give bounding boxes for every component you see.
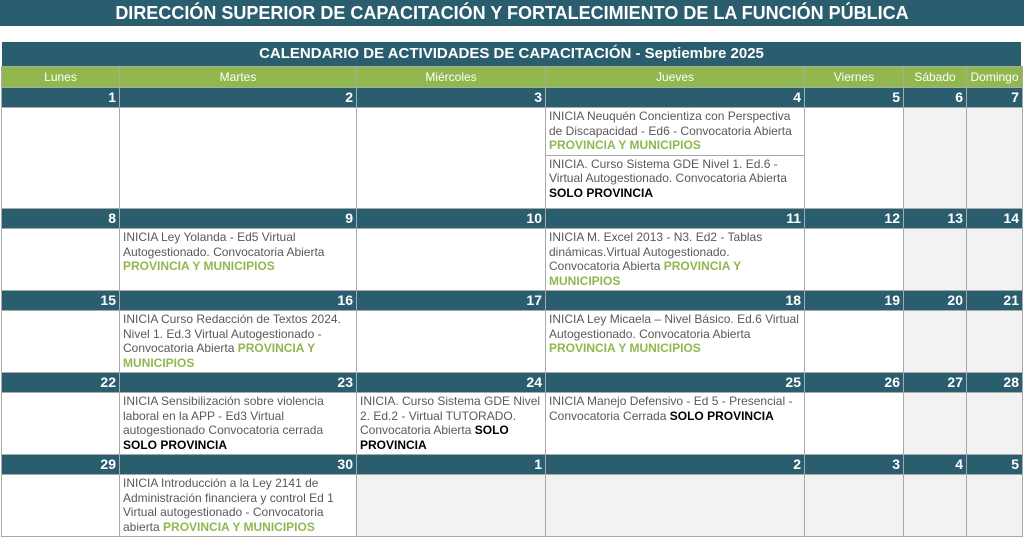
event-entry bbox=[120, 475, 356, 536]
audience-tag: SOLO PROVINCIA bbox=[669, 408, 774, 423]
event-entry bbox=[120, 393, 356, 454]
day-number: 20 bbox=[904, 291, 967, 311]
audience-tag: SOLO PROVINCIA bbox=[123, 437, 228, 452]
page-title: DIRECCIÓN SUPERIOR DE CAPACITACIÓN Y FORTALECIMIENTO DE LA FUNCIÓN PÚBLICA bbox=[0, 0, 1024, 26]
day-number: 24 bbox=[357, 373, 546, 393]
weekday-header: Domingo bbox=[967, 67, 1023, 88]
event-entry bbox=[120, 311, 356, 372]
weekday-header: Viernes bbox=[805, 67, 904, 88]
day-cell bbox=[805, 311, 904, 373]
week-day-numbers bbox=[2, 455, 1023, 475]
day-number: 6 bbox=[904, 88, 967, 108]
day-number: 10 bbox=[357, 209, 546, 229]
day-number: 2 bbox=[120, 88, 357, 108]
day-number: 28 bbox=[967, 373, 1023, 393]
day-number: 29 bbox=[2, 455, 120, 475]
weekday-header: Sábado bbox=[904, 67, 967, 88]
day-number: 5 bbox=[967, 455, 1023, 475]
week-day-numbers bbox=[2, 373, 1023, 393]
event-entry bbox=[120, 229, 356, 276]
day-number: 12 bbox=[805, 209, 904, 229]
week-events-row bbox=[2, 311, 1023, 373]
week-day-numbers bbox=[2, 88, 1023, 108]
day-number: 15 bbox=[2, 291, 120, 311]
day-number: 26 bbox=[805, 373, 904, 393]
day-cell bbox=[967, 108, 1023, 209]
event-text: INICIA. Curso Sistema GDE Nivel 2. Ed.2 - Virtual TUTORADO. Convocatoria Abierta bbox=[360, 394, 541, 437]
weekday-header-row bbox=[2, 67, 1023, 88]
week-events-row bbox=[2, 393, 1023, 455]
day-number: 1 bbox=[2, 88, 120, 108]
day-cell bbox=[967, 311, 1023, 373]
day-number: 23 bbox=[120, 373, 357, 393]
audience-tag: SOLO PROVINCIA bbox=[360, 423, 509, 452]
day-cell bbox=[805, 108, 904, 209]
day-number: 30 bbox=[120, 455, 357, 475]
week-events-row bbox=[2, 108, 1023, 209]
audience-tag: SOLO PROVINCIA bbox=[549, 185, 654, 200]
audience-tag: PROVINCIA Y MUNICIPIOS bbox=[549, 138, 701, 152]
day-number: 3 bbox=[805, 455, 904, 475]
weekday-header: Lunes bbox=[2, 67, 120, 88]
day-number: 22 bbox=[2, 373, 120, 393]
week-events-row bbox=[2, 229, 1023, 291]
event-text: INICIA Sensibilización sobre violencia laboral en la APP - Ed3 Virtual autogestionado Convocatoria cerrada bbox=[123, 394, 324, 437]
week-day-numbers bbox=[2, 209, 1023, 229]
week-events-row bbox=[2, 475, 1023, 537]
day-number: 9 bbox=[120, 209, 357, 229]
day-number: 8 bbox=[2, 209, 120, 229]
day-number: 4 bbox=[546, 88, 805, 108]
event-text: INICIA Curso Redacción de Textos 2024. Nivel 1. Ed.3 Virtual Autogestionado - Convocatoria Abierta bbox=[123, 312, 341, 355]
day-cell bbox=[2, 393, 120, 455]
day-cell bbox=[546, 393, 805, 455]
event-entry bbox=[546, 311, 804, 358]
day-cell bbox=[357, 108, 546, 209]
day-cell bbox=[904, 475, 967, 537]
day-cell bbox=[904, 108, 967, 209]
event-text: INICIA Ley Yolanda - Ed5 Virtual Autogestionado. Convocatoria Abierta bbox=[123, 230, 325, 259]
day-cell bbox=[904, 393, 967, 455]
day-number: 16 bbox=[120, 291, 357, 311]
event-text: INICIA Manejo Defensivo - Ed 5 - Presencial - Convocatoria Cerrada bbox=[549, 394, 793, 423]
day-cell bbox=[120, 475, 357, 537]
calendar-table bbox=[1, 66, 1023, 537]
weekday-header: Miércoles bbox=[357, 67, 546, 88]
audience-tag: PROVINCIA Y MUNICIPIOS bbox=[549, 341, 701, 355]
day-cell bbox=[805, 393, 904, 455]
day-cell bbox=[546, 311, 805, 373]
weekday-header: Martes bbox=[120, 67, 357, 88]
audience-tag: PROVINCIA Y MUNICIPIOS bbox=[123, 341, 315, 370]
day-cell bbox=[120, 108, 357, 209]
event-text: INICIA Introducción a la Ley 2141 de Administración financiera y control Ed 1 Virtual autogestionado - Convocatoria abierta bbox=[123, 476, 334, 534]
event-entry bbox=[546, 108, 804, 155]
audience-tag: PROVINCIA Y MUNICIPIOS bbox=[163, 519, 315, 534]
day-cell bbox=[546, 229, 805, 291]
event-text: INICIA Neuquén Concientiza con Perspectiva de Discapacidad - Ed6 - Convocatoria Abierta bbox=[549, 109, 792, 138]
day-number: 21 bbox=[967, 291, 1023, 311]
day-number: 1 bbox=[357, 455, 546, 475]
event-text: INICIA. Curso Sistema GDE Nivel 1. Ed.6 - Virtual Autogestionado. Convocatoria Abierta bbox=[549, 156, 787, 185]
event-text: INICIA M. Excel 2013 - N3. Ed2 - Tablas dinámicas.Virtual Autogestionado. Convocatoria Abierta bbox=[549, 230, 763, 273]
day-number: 27 bbox=[904, 373, 967, 393]
day-cell bbox=[904, 229, 967, 291]
day-number: 14 bbox=[967, 209, 1023, 229]
event-entry bbox=[546, 155, 804, 203]
day-number: 19 bbox=[805, 291, 904, 311]
day-number: 13 bbox=[904, 209, 967, 229]
day-number: 11 bbox=[546, 209, 805, 229]
day-cell bbox=[2, 311, 120, 373]
day-cell bbox=[357, 229, 546, 291]
day-cell bbox=[2, 229, 120, 291]
day-cell bbox=[967, 393, 1023, 455]
day-number: 5 bbox=[805, 88, 904, 108]
day-cell bbox=[120, 229, 357, 291]
day-cell bbox=[120, 311, 357, 373]
day-cell bbox=[357, 311, 546, 373]
event-entry bbox=[357, 393, 545, 454]
day-cell bbox=[546, 475, 805, 537]
day-number: 4 bbox=[904, 455, 967, 475]
day-cell bbox=[357, 475, 546, 537]
weekday-header: Jueves bbox=[546, 67, 805, 88]
audience-tag: PROVINCIA Y MUNICIPIOS bbox=[549, 259, 741, 288]
day-number: 3 bbox=[357, 88, 546, 108]
day-number: 2 bbox=[546, 455, 805, 475]
week-day-numbers bbox=[2, 291, 1023, 311]
day-number: 25 bbox=[546, 373, 805, 393]
day-cell bbox=[967, 475, 1023, 537]
day-cell bbox=[120, 393, 357, 455]
day-cell bbox=[904, 311, 967, 373]
day-cell bbox=[546, 108, 805, 209]
day-cell bbox=[357, 393, 546, 455]
calendar-title: CALENDARIO DE ACTIVIDADES DE CAPACITACIÓN - Septiembre 2025 bbox=[2, 42, 1021, 66]
day-number: 18 bbox=[546, 291, 805, 311]
day-cell bbox=[967, 229, 1023, 291]
event-entry bbox=[546, 229, 804, 290]
event-entry bbox=[546, 393, 804, 425]
audience-tag: PROVINCIA Y MUNICIPIOS bbox=[123, 259, 275, 273]
day-cell bbox=[805, 229, 904, 291]
day-cell bbox=[2, 108, 120, 209]
day-number: 17 bbox=[357, 291, 546, 311]
day-cell bbox=[2, 475, 120, 537]
day-number: 7 bbox=[967, 88, 1023, 108]
day-cell bbox=[805, 475, 904, 537]
event-text: INICIA Ley Micaela – Nivel Básico. Ed.6 Virtual Autogestionado. Convocatoria Abierta bbox=[549, 312, 799, 341]
